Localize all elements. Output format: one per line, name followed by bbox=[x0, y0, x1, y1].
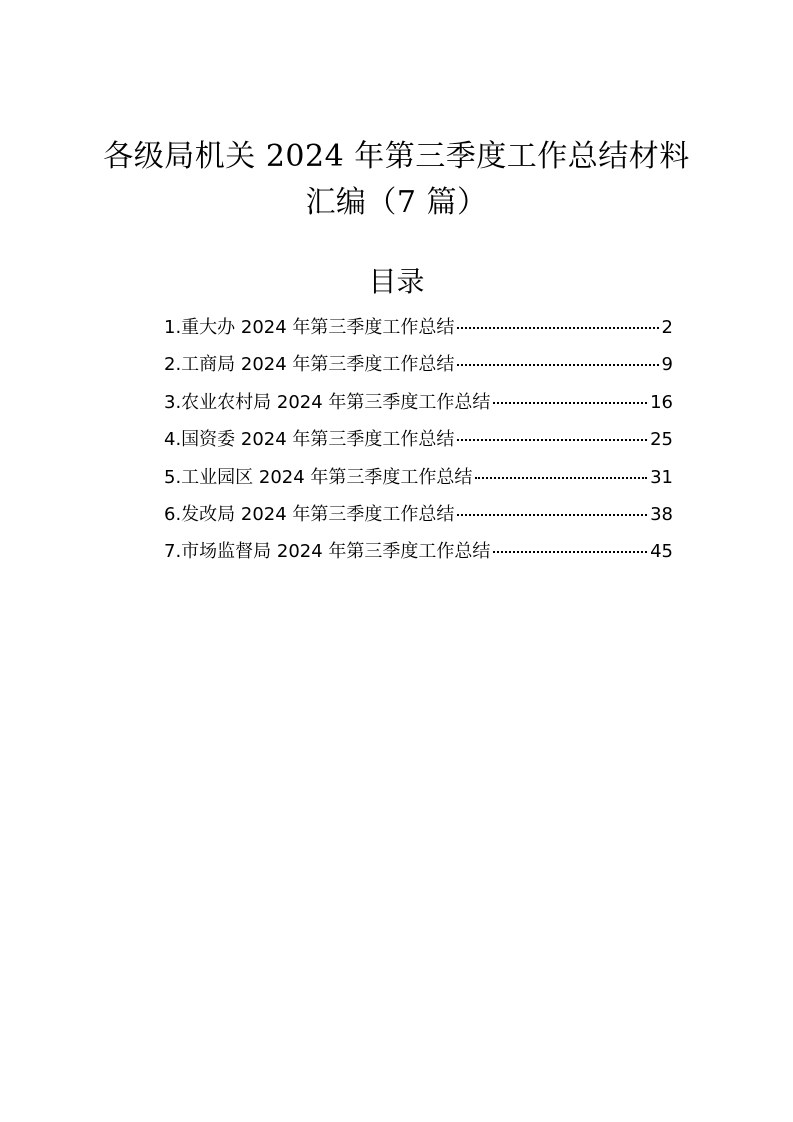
toc-entry-title: 6.发改局 2024 年第三季度工作总结 bbox=[164, 503, 455, 525]
table-of-contents bbox=[164, 313, 673, 575]
toc-dot-leader bbox=[457, 514, 647, 516]
toc-entry-title: 2.工商局 2024 年第三季度工作总结 bbox=[164, 354, 455, 376]
toc-entry-page-number: 38 bbox=[650, 503, 673, 525]
toc-dot-leader bbox=[493, 551, 647, 553]
document-title bbox=[80, 134, 713, 226]
toc-entry-title: 7.市场监督局 2024 年第三季度工作总结 bbox=[164, 541, 491, 563]
toc-entry-page-number: 25 bbox=[650, 429, 673, 451]
toc-entry[interactable] bbox=[164, 313, 673, 350]
toc-entry-title: 4.国资委 2024 年第三季度工作总结 bbox=[164, 429, 455, 451]
toc-entry-title: 3.农业农村局 2024 年第三季度工作总结 bbox=[164, 391, 491, 413]
toc-dot-leader bbox=[475, 477, 647, 479]
toc-dot-leader bbox=[457, 364, 658, 366]
toc-entry[interactable] bbox=[164, 350, 673, 387]
toc-dot-leader bbox=[457, 327, 658, 329]
toc-heading: 目录 bbox=[368, 265, 425, 298]
toc-entry-title: 5.工业园区 2024 年第三季度工作总结 bbox=[164, 466, 473, 488]
document-title-line-1: 各级局机关 2024 年第三季度工作总结材料 bbox=[103, 139, 690, 174]
document-title-line-2: 汇编（7 篇） bbox=[305, 185, 488, 220]
toc-dot-leader bbox=[493, 402, 647, 404]
toc-entry-page-number: 45 bbox=[650, 541, 673, 563]
toc-entry[interactable] bbox=[164, 500, 673, 537]
toc-entry[interactable] bbox=[164, 388, 673, 425]
toc-entry[interactable] bbox=[164, 463, 673, 500]
toc-entry-title: 1.重大办 2024 年第三季度工作总结 bbox=[164, 317, 455, 338]
toc-entry-page-number: 9 bbox=[661, 354, 673, 376]
toc-entry[interactable] bbox=[164, 537, 673, 574]
toc-entry[interactable] bbox=[164, 425, 673, 462]
toc-dot-leader bbox=[457, 439, 647, 441]
toc-entry-page-number: 16 bbox=[650, 391, 673, 413]
toc-entry-page-number: 2 bbox=[661, 317, 673, 338]
toc-entry-page-number: 31 bbox=[650, 466, 673, 488]
